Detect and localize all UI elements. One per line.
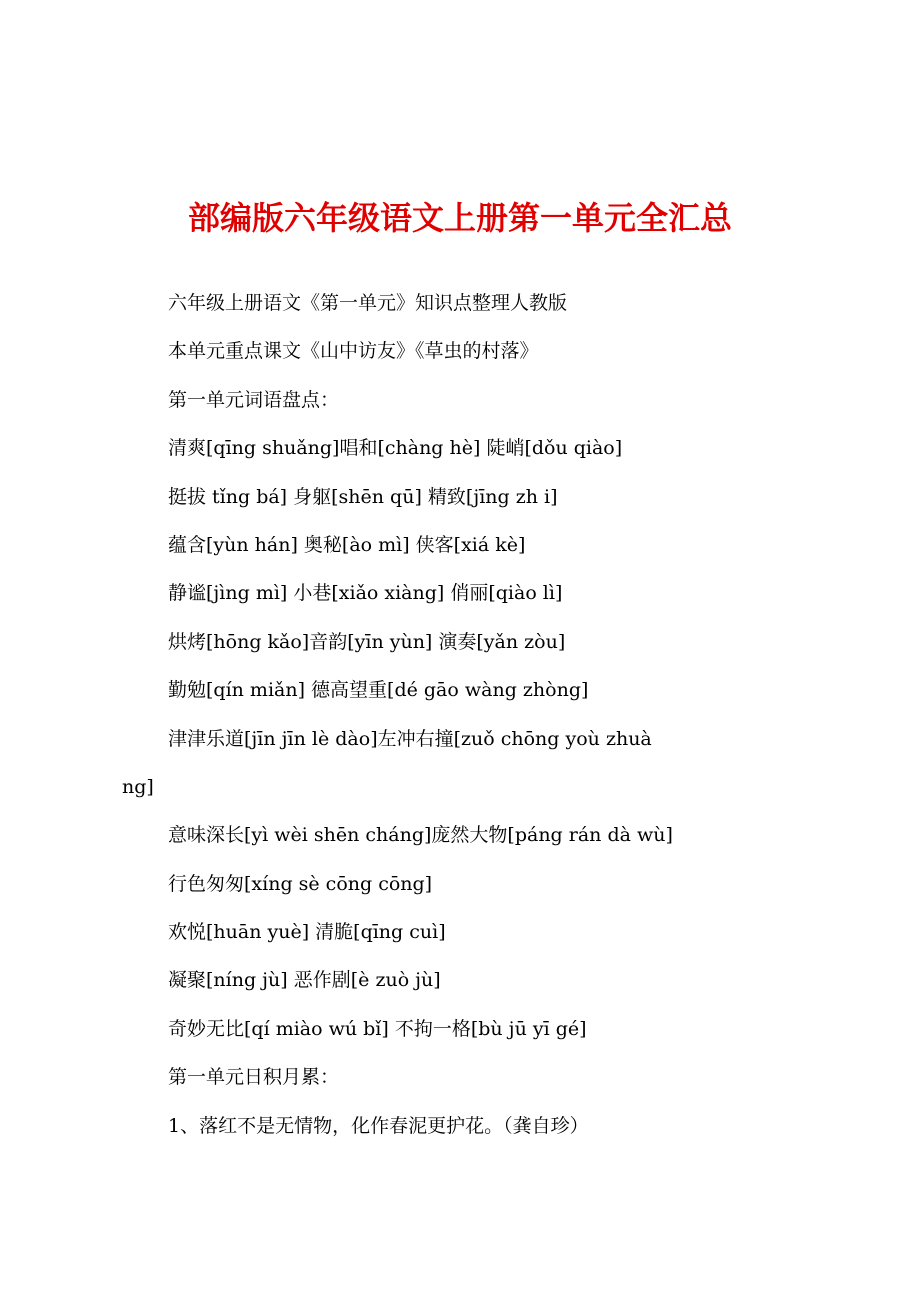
vocab-line: 勤勉[qín miǎn] 德高望重[dé gāo wàng zhòng] [168,679,589,702]
vocab-line: 挺拔 tǐng bá] 身躯[shēn qū] 精致[jīng zh i] [168,485,558,508]
key-texts-line: 本单元重点课文《山中访友》《草虫的村落》 [168,340,539,363]
vocab-line-continuation: ng] [122,775,154,798]
vocab-line: 行色匆匆[xíng sè cōng cōng] [168,872,433,895]
vocab-line: 蕴含[yùn hán] 奥秘[ào mì] 侠客[xiá kè] [168,533,526,556]
vocab-line: 意味深长[yì wèi shēn cháng]庞然大物[páng rán dà wù] [168,824,673,847]
vocab-line: 凝聚[níng jù] 恶作剧[è zuò jù] [168,969,441,992]
vocab-heading: 第一单元词语盘点： [168,388,340,411]
vocab-line: 烘烤[hōng kǎo]音韵[yīn yùn] 演奏[yǎn zòu] [168,630,566,653]
intro-line: 六年级上册语文《第一单元》知识点整理人教版 [168,292,568,314]
vocab-line: 津津乐道[jīn jīn lè dào]左冲右撞[zuǒ chōng yoù zhuà [168,727,652,750]
vocab-line: 清爽[qīng shuǎng]唱和[chàng hè] 陡峭[dǒu qiào] [168,437,623,460]
vocab-line: 静谧[jìng mì] 小巷[xiǎo xiàng] 俏丽[qiào lì] [168,582,563,605]
document-title: 部编版六年级语文上册第一单元全汇总 [187,199,732,237]
vocab-line: 欢悦[huān yuè] 清脆[qīng cuì] [168,921,446,944]
document-body [0,279,920,1150]
accumulation-heading: 第一单元日积月累： [168,1066,340,1089]
poem-line: 1、落红不是无情物，化作春泥更护花。（龚自珍） [168,1114,589,1137]
vocab-line: 奇妙无比[qí miào wú bǐ] 不拘一格[bù jū yī gé] [168,1017,587,1040]
